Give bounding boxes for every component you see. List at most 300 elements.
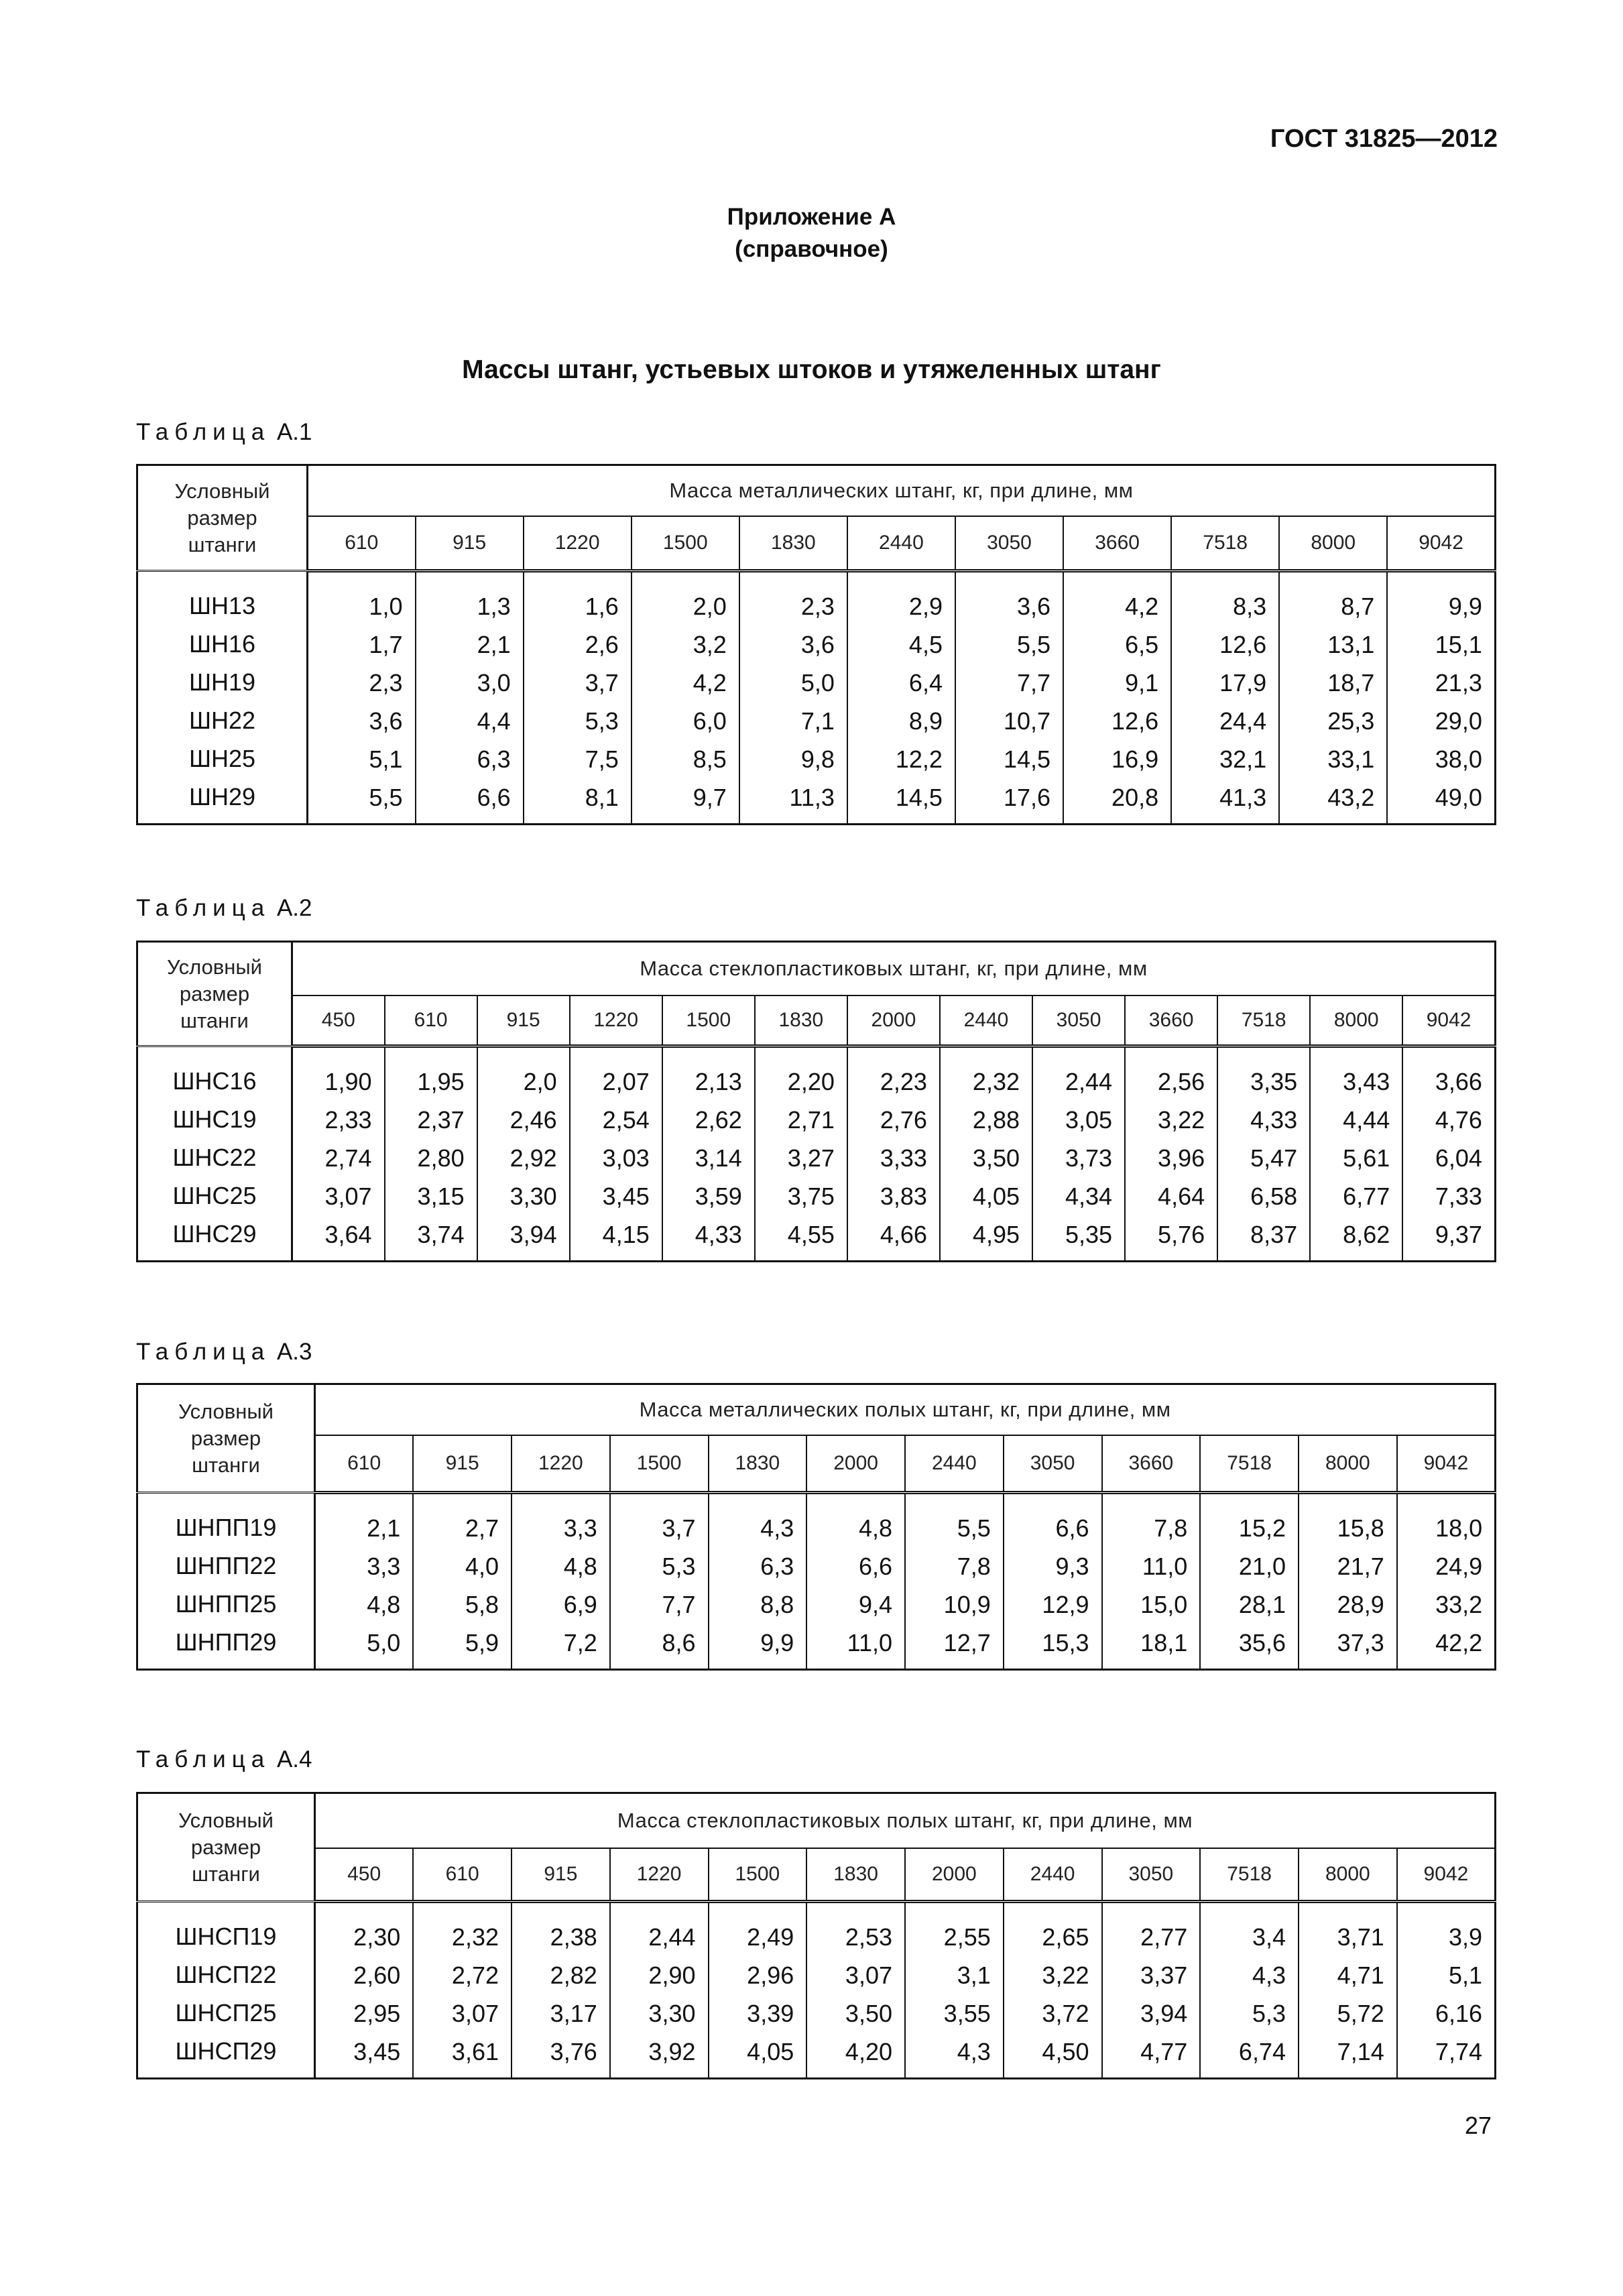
mass-value: 18,1 xyxy=(1140,1629,1188,1656)
length-header-cell: 1830 xyxy=(739,516,847,571)
mass-value: 6,6 xyxy=(477,784,511,811)
length-header-cell: 1830 xyxy=(806,1848,905,1902)
mass-value: 15,2 xyxy=(1238,1514,1286,1542)
table-caption-number: А.2 xyxy=(270,895,312,921)
length-header-cell: 610 xyxy=(385,995,477,1046)
mass-value: 9,9 xyxy=(760,1629,794,1656)
table-caption-number: А.3 xyxy=(270,1339,312,1365)
mass-value: 15,3 xyxy=(1042,1629,1089,1656)
mass-value: 1,3 xyxy=(477,593,511,620)
mass-value: 6,77 xyxy=(1343,1183,1390,1210)
length-header-row xyxy=(137,516,1496,571)
mass-value: 12,6 xyxy=(1219,631,1267,658)
mass-value: 18,0 xyxy=(1435,1514,1483,1542)
row-header-cell xyxy=(137,465,308,571)
table-caption xyxy=(136,1746,312,1773)
appendix-heading xyxy=(0,201,1623,265)
mass-value: 2,71 xyxy=(787,1106,835,1134)
value-column xyxy=(1310,1046,1402,1262)
length-header-cell: 7518 xyxy=(1217,995,1310,1046)
mass-value: 4,05 xyxy=(747,2038,794,2065)
mass-value: 3,37 xyxy=(1140,1961,1188,1989)
mass-value: 4,44 xyxy=(1343,1106,1390,1134)
size-name: ШН25 xyxy=(188,745,256,772)
mass-value: 2,30 xyxy=(353,1923,401,1951)
mass-value: 2,60 xyxy=(353,1961,401,1989)
mass-value: 6,0 xyxy=(693,707,727,735)
mass-value: 37,3 xyxy=(1337,1629,1384,1656)
column-group-header: Масса металлических штанг, кг, при длине, мм xyxy=(308,465,1496,516)
mass-value: 9,3 xyxy=(1055,1553,1089,1580)
mass-value: 4,8 xyxy=(563,1553,597,1580)
value-column xyxy=(632,571,739,825)
length-header-cell: 2440 xyxy=(847,516,955,571)
mass-value: 4,55 xyxy=(787,1221,835,1248)
mass-value: 16,9 xyxy=(1111,745,1159,773)
mass-value: 5,3 xyxy=(585,707,619,735)
mass-value: 2,3 xyxy=(369,669,403,697)
mass-value: 2,44 xyxy=(1065,1068,1113,1095)
mass-value: 2,20 xyxy=(787,1068,835,1095)
mass-value: 4,15 xyxy=(602,1221,650,1248)
value-column xyxy=(1200,1902,1299,2079)
mass-value: 1,0 xyxy=(369,593,403,620)
value-column xyxy=(416,571,524,825)
document-code: ГОСТ 31825—2012 xyxy=(1270,125,1498,153)
row-header-line: Условный xyxy=(178,1399,274,1423)
mass-value: 9,4 xyxy=(858,1591,892,1618)
mass-value: 3,59 xyxy=(695,1183,742,1210)
mass-value: 7,8 xyxy=(1154,1514,1188,1542)
mass-value: 2,82 xyxy=(550,1961,597,1989)
length-header-cell: 610 xyxy=(308,516,416,571)
mass-value: 3,3 xyxy=(563,1514,597,1542)
appendix-subtitle: (справочное) xyxy=(735,236,888,262)
row-header-line: Условный xyxy=(167,955,262,979)
length-header-cell: 1830 xyxy=(755,995,847,1046)
size-name: ШНС29 xyxy=(172,1220,257,1248)
mass-value: 49,0 xyxy=(1435,784,1482,811)
mass-value: 6,04 xyxy=(1435,1144,1482,1172)
mass-value: 3,0 xyxy=(477,669,511,697)
mass-value: 28,9 xyxy=(1337,1591,1384,1618)
mass-value: 2,88 xyxy=(972,1106,1020,1134)
length-header-cell: 1500 xyxy=(632,516,739,571)
value-column xyxy=(292,1046,385,1262)
mass-value: 2,32 xyxy=(451,1923,499,1951)
mass-value: 3,55 xyxy=(943,2000,991,2027)
size-name: ШНСП25 xyxy=(175,1999,277,2027)
row-header-line: размер xyxy=(179,981,250,1006)
mass-value: 6,3 xyxy=(760,1553,794,1580)
mass-value: 2,76 xyxy=(880,1106,927,1134)
mass-value: 12,2 xyxy=(895,745,943,773)
value-column xyxy=(1102,1902,1201,2079)
mass-value: 38,0 xyxy=(1435,745,1482,773)
mass-value: 3,3 xyxy=(367,1553,401,1580)
mass-value: 4,33 xyxy=(695,1221,742,1248)
mass-value: 5,61 xyxy=(1343,1144,1390,1172)
length-header-cell: 8000 xyxy=(1299,1435,1397,1493)
size-name: ШНС16 xyxy=(172,1067,257,1095)
row-header-line: штанги xyxy=(192,1453,260,1477)
mass-value: 24,4 xyxy=(1219,707,1267,735)
mass-value: 3,6 xyxy=(800,631,835,658)
mass-value: 5,5 xyxy=(1017,631,1051,658)
mass-value: 4,64 xyxy=(1158,1183,1205,1210)
value-column xyxy=(477,1046,570,1262)
mass-value: 15,0 xyxy=(1140,1591,1188,1618)
data-table xyxy=(136,464,1496,825)
mass-value: 3,30 xyxy=(509,1183,557,1210)
mass-value: 9,9 xyxy=(1448,593,1482,620)
table-caption-word: Таблица xyxy=(136,1746,271,1772)
mass-value: 3,39 xyxy=(747,2000,794,2027)
mass-value: 4,76 xyxy=(1435,1106,1482,1134)
mass-value: 25,3 xyxy=(1327,707,1375,735)
size-column xyxy=(137,1046,292,1262)
mass-value: 42,2 xyxy=(1435,1629,1483,1656)
mass-value: 4,2 xyxy=(693,669,727,697)
value-column xyxy=(1402,1046,1495,1262)
mass-value: 3,94 xyxy=(1140,2000,1188,2027)
mass-value: 2,7 xyxy=(465,1514,499,1542)
mass-value: 3,71 xyxy=(1337,1923,1384,1951)
mass-value: 2,92 xyxy=(509,1144,557,1172)
row-header-cell xyxy=(137,1793,315,1902)
size-name: ШНС22 xyxy=(172,1144,257,1171)
mass-value: 3,94 xyxy=(509,1221,557,1248)
mass-value: 2,74 xyxy=(324,1144,372,1172)
mass-value: 12,7 xyxy=(943,1629,991,1656)
mass-value: 35,6 xyxy=(1238,1629,1286,1656)
table-caption xyxy=(136,895,312,922)
value-column xyxy=(1299,1902,1397,2079)
length-header-cell: 1500 xyxy=(662,995,755,1046)
mass-value: 3,17 xyxy=(550,2000,597,2027)
mass-value: 3,05 xyxy=(1065,1106,1113,1134)
mass-value: 6,4 xyxy=(908,669,943,697)
mass-value: 4,2 xyxy=(1125,593,1159,620)
column-group-header: Масса металлических полых штанг, кг, при длине, мм xyxy=(315,1384,1496,1435)
value-column xyxy=(806,1902,905,2079)
mass-value: 2,65 xyxy=(1042,1923,1089,1951)
length-header-cell: 915 xyxy=(477,995,570,1046)
row-header-line: Условный xyxy=(178,1808,274,1832)
size-name: ШН19 xyxy=(188,668,256,696)
mass-value: 33,2 xyxy=(1435,1591,1483,1618)
mass-value: 2,53 xyxy=(845,1923,892,1951)
mass-value: 3,27 xyxy=(787,1144,835,1172)
mass-value: 3,7 xyxy=(585,669,619,697)
data-table xyxy=(136,1383,1496,1671)
mass-value: 6,16 xyxy=(1435,2000,1483,2027)
mass-value: 3,6 xyxy=(1017,593,1051,620)
mass-value: 3,66 xyxy=(1435,1068,1482,1095)
mass-value: 21,7 xyxy=(1337,1553,1384,1580)
value-column xyxy=(315,1493,414,1670)
data-table xyxy=(136,941,1496,1262)
mass-value: 5,9 xyxy=(465,1629,499,1656)
row-header-cell xyxy=(137,1384,315,1493)
length-header-cell: 2440 xyxy=(940,995,1032,1046)
mass-value: 5,35 xyxy=(1065,1221,1113,1248)
mass-value: 9,7 xyxy=(693,784,727,811)
page-number: 27 xyxy=(1464,2112,1492,2139)
appendix-title: Приложение А xyxy=(727,204,896,230)
size-name: ШНПП29 xyxy=(175,1628,277,1656)
mass-value: 4,95 xyxy=(972,1221,1020,1248)
mass-value: 2,56 xyxy=(1158,1068,1205,1095)
mass-value: 4,3 xyxy=(957,2038,991,2065)
mass-value: 9,8 xyxy=(800,745,835,773)
column-group-header: Масса стеклопластиковых полых штанг, кг, при длине, мм xyxy=(315,1793,1496,1848)
value-column xyxy=(512,1493,610,1670)
mass-value: 11,0 xyxy=(847,1629,892,1656)
mass-value: 5,3 xyxy=(1252,2000,1286,2027)
mass-value: 6,5 xyxy=(1125,631,1159,658)
size-name: ШНСП22 xyxy=(175,1961,277,1988)
size-name: ШНПП25 xyxy=(175,1590,277,1618)
column-group-header: Масса стеклопластиковых штанг, кг, при длине, мм xyxy=(292,942,1496,995)
value-column xyxy=(955,571,1063,825)
length-header-cell: 610 xyxy=(413,1848,512,1902)
mass-value: 5,1 xyxy=(369,745,403,773)
mass-value: 41,3 xyxy=(1219,784,1267,811)
mass-value: 9,1 xyxy=(1125,669,1159,697)
mass-value: 3,03 xyxy=(602,1144,650,1172)
length-header-cell: 7518 xyxy=(1171,516,1279,571)
size-name: ШНПП19 xyxy=(175,1514,277,1541)
mass-value: 1,6 xyxy=(585,593,619,620)
row-header-line: штанги xyxy=(192,1862,260,1886)
value-column xyxy=(940,1046,1032,1262)
value-column xyxy=(1397,1493,1496,1670)
mass-value: 3,35 xyxy=(1250,1068,1298,1095)
mass-value: 24,9 xyxy=(1435,1553,1483,1580)
mass-value: 7,8 xyxy=(957,1553,991,1580)
mass-value: 15,1 xyxy=(1435,631,1482,658)
size-column xyxy=(137,571,308,825)
value-column xyxy=(847,571,955,825)
mass-value: 4,33 xyxy=(1250,1106,1298,1134)
mass-value: 3,50 xyxy=(845,2000,892,2027)
length-header-cell: 9042 xyxy=(1397,1848,1496,1902)
mass-value: 4,71 xyxy=(1337,1961,1384,1989)
mass-value: 2,80 xyxy=(417,1144,465,1172)
length-header-cell: 9042 xyxy=(1402,995,1495,1046)
mass-value: 8,62 xyxy=(1343,1221,1390,1248)
mass-value: 2,37 xyxy=(417,1106,465,1134)
mass-value: 3,07 xyxy=(845,1961,892,1989)
mass-value: 3,73 xyxy=(1065,1144,1113,1172)
value-column xyxy=(709,1902,807,2079)
mass-value: 28,1 xyxy=(1238,1591,1286,1618)
value-column xyxy=(1171,571,1279,825)
length-header-cell: 1220 xyxy=(524,516,632,571)
length-header-cell: 2000 xyxy=(806,1435,905,1493)
mass-value: 2,90 xyxy=(648,1961,696,1989)
length-header-cell: 450 xyxy=(315,1848,414,1902)
row-header-line: размер xyxy=(187,505,257,530)
mass-value: 6,6 xyxy=(1055,1514,1089,1542)
mass-value: 17,6 xyxy=(1003,784,1051,811)
length-header-cell: 915 xyxy=(413,1435,512,1493)
mass-value: 2,96 xyxy=(747,1961,794,1989)
mass-value: 3,07 xyxy=(451,2000,499,2027)
mass-value: 2,9 xyxy=(908,593,943,620)
mass-value: 3,45 xyxy=(353,2038,401,2065)
mass-value: 6,74 xyxy=(1238,2038,1286,2065)
mass-value: 3,74 xyxy=(417,1221,465,1248)
mass-value: 18,7 xyxy=(1327,669,1375,697)
value-column xyxy=(1004,1493,1102,1670)
mass-value: 2,46 xyxy=(509,1106,557,1134)
mass-value: 3,22 xyxy=(1042,1961,1089,1989)
mass-value: 6,9 xyxy=(563,1591,597,1618)
size-name: ШНСП19 xyxy=(175,1923,277,1950)
mass-value: 2,72 xyxy=(451,1961,499,1989)
table-body-row xyxy=(137,1493,1496,1670)
value-column xyxy=(308,571,416,825)
mass-value: 4,5 xyxy=(908,631,943,658)
mass-value: 7,7 xyxy=(1017,669,1051,697)
mass-value: 5,0 xyxy=(367,1629,401,1656)
row-header-cell xyxy=(137,942,292,1046)
mass-value: 12,6 xyxy=(1111,707,1159,735)
mass-value: 13,1 xyxy=(1327,631,1375,658)
mass-value: 3,64 xyxy=(324,1221,372,1248)
value-column xyxy=(1063,571,1171,825)
mass-value: 4,3 xyxy=(760,1514,794,1542)
mass-value: 8,6 xyxy=(662,1629,696,1656)
mass-value: 14,5 xyxy=(895,784,943,811)
mass-value: 5,0 xyxy=(800,669,835,697)
mass-value: 9,37 xyxy=(1435,1221,1482,1248)
mass-value: 5,8 xyxy=(465,1591,499,1618)
length-header-cell: 1830 xyxy=(709,1435,807,1493)
mass-value: 5,47 xyxy=(1250,1144,1298,1172)
value-column xyxy=(385,1046,477,1262)
mass-value: 2,62 xyxy=(695,1106,742,1134)
table-body-row xyxy=(137,1046,1496,1262)
length-header-cell: 1220 xyxy=(570,995,662,1046)
length-header-cell: 2000 xyxy=(847,995,940,1046)
length-header-cell: 3660 xyxy=(1125,995,1217,1046)
mass-value: 2,33 xyxy=(324,1106,372,1134)
mass-value: 7,14 xyxy=(1337,2038,1384,2065)
length-header-cell: 2440 xyxy=(905,1435,1004,1493)
size-name: ШНС19 xyxy=(172,1105,257,1133)
size-name: ШНПП22 xyxy=(175,1552,277,1579)
value-column xyxy=(413,1493,512,1670)
mass-value: 3,6 xyxy=(369,707,403,735)
mass-value: 5,1 xyxy=(1448,1961,1483,1989)
value-column xyxy=(570,1046,662,1262)
mass-value: 21,3 xyxy=(1435,669,1482,697)
length-header-row xyxy=(137,1435,1496,1493)
mass-value: 14,5 xyxy=(1003,745,1051,773)
mass-value: 2,6 xyxy=(585,631,619,658)
mass-value: 2,1 xyxy=(367,1514,401,1542)
mass-value: 10,9 xyxy=(943,1591,991,1618)
table-caption-word: Таблица xyxy=(136,895,271,921)
value-column xyxy=(806,1493,905,1670)
size-name: ШН16 xyxy=(188,630,256,658)
length-header-cell: 3660 xyxy=(1063,516,1171,571)
value-column xyxy=(905,1493,1004,1670)
mass-value: 4,20 xyxy=(845,2038,892,2065)
table-caption xyxy=(136,419,312,446)
mass-value: 3,83 xyxy=(880,1183,927,1210)
mass-value: 5,3 xyxy=(662,1553,696,1580)
mass-value: 2,44 xyxy=(648,1923,696,1951)
length-header-cell: 8000 xyxy=(1299,1848,1397,1902)
value-column xyxy=(1387,571,1495,825)
table-body-row xyxy=(137,571,1496,825)
length-header-cell: 2440 xyxy=(1004,1848,1102,1902)
mass-value: 4,3 xyxy=(1252,1961,1286,1989)
mass-value: 3,2 xyxy=(693,631,727,658)
value-column xyxy=(739,571,847,825)
mass-value: 10,7 xyxy=(1003,707,1051,735)
mass-value: 20,8 xyxy=(1111,784,1159,811)
mass-value: 8,1 xyxy=(585,784,619,811)
mass-value: 43,2 xyxy=(1327,784,1375,811)
mass-value: 2,0 xyxy=(523,1068,557,1095)
value-column xyxy=(610,1493,709,1670)
value-column xyxy=(905,1902,1004,2079)
row-header-line: размер xyxy=(190,1835,261,1859)
length-header-cell: 915 xyxy=(512,1848,610,1902)
mass-value: 3,15 xyxy=(417,1183,465,1210)
mass-value: 5,76 xyxy=(1158,1221,1205,1248)
mass-value: 3,1 xyxy=(957,1961,991,1989)
length-header-cell: 9042 xyxy=(1387,516,1495,571)
mass-value: 2,55 xyxy=(943,1923,991,1951)
length-header-cell: 8000 xyxy=(1279,516,1387,571)
mass-value: 32,1 xyxy=(1219,745,1267,773)
mass-value: 1,7 xyxy=(369,631,403,658)
size-name: ШН22 xyxy=(188,707,256,734)
mass-value: 7,7 xyxy=(662,1591,696,1618)
value-column xyxy=(1299,1493,1397,1670)
mass-value: 6,58 xyxy=(1250,1183,1298,1210)
mass-value: 8,9 xyxy=(908,707,943,735)
value-column xyxy=(1125,1046,1217,1262)
mass-value: 8,8 xyxy=(760,1591,794,1618)
section-title: Массы штанг, устьевых штоков и утяжеленных штанг xyxy=(462,355,1161,384)
size-name: ШНС25 xyxy=(172,1182,257,1209)
value-column xyxy=(315,1902,414,2079)
length-header-cell: 3660 xyxy=(1102,1435,1201,1493)
data-table xyxy=(136,1792,1496,2079)
table-header-row xyxy=(137,1384,1496,1435)
mass-value: 3,4 xyxy=(1252,1923,1286,1951)
row-header-line: Условный xyxy=(174,479,270,503)
mass-value: 4,66 xyxy=(880,1221,927,1248)
mass-value: 7,1 xyxy=(800,707,835,735)
mass-value: 3,50 xyxy=(972,1144,1020,1172)
mass-value: 3,72 xyxy=(1042,2000,1089,2027)
row-header-line: штанги xyxy=(188,532,257,556)
mass-value: 17,9 xyxy=(1219,669,1267,697)
mass-value: 29,0 xyxy=(1435,707,1482,735)
table-caption-word: Таблица xyxy=(136,419,271,445)
value-column xyxy=(1102,1493,1201,1670)
mass-value: 8,3 xyxy=(1233,593,1267,620)
mass-value: 2,1 xyxy=(477,631,511,658)
